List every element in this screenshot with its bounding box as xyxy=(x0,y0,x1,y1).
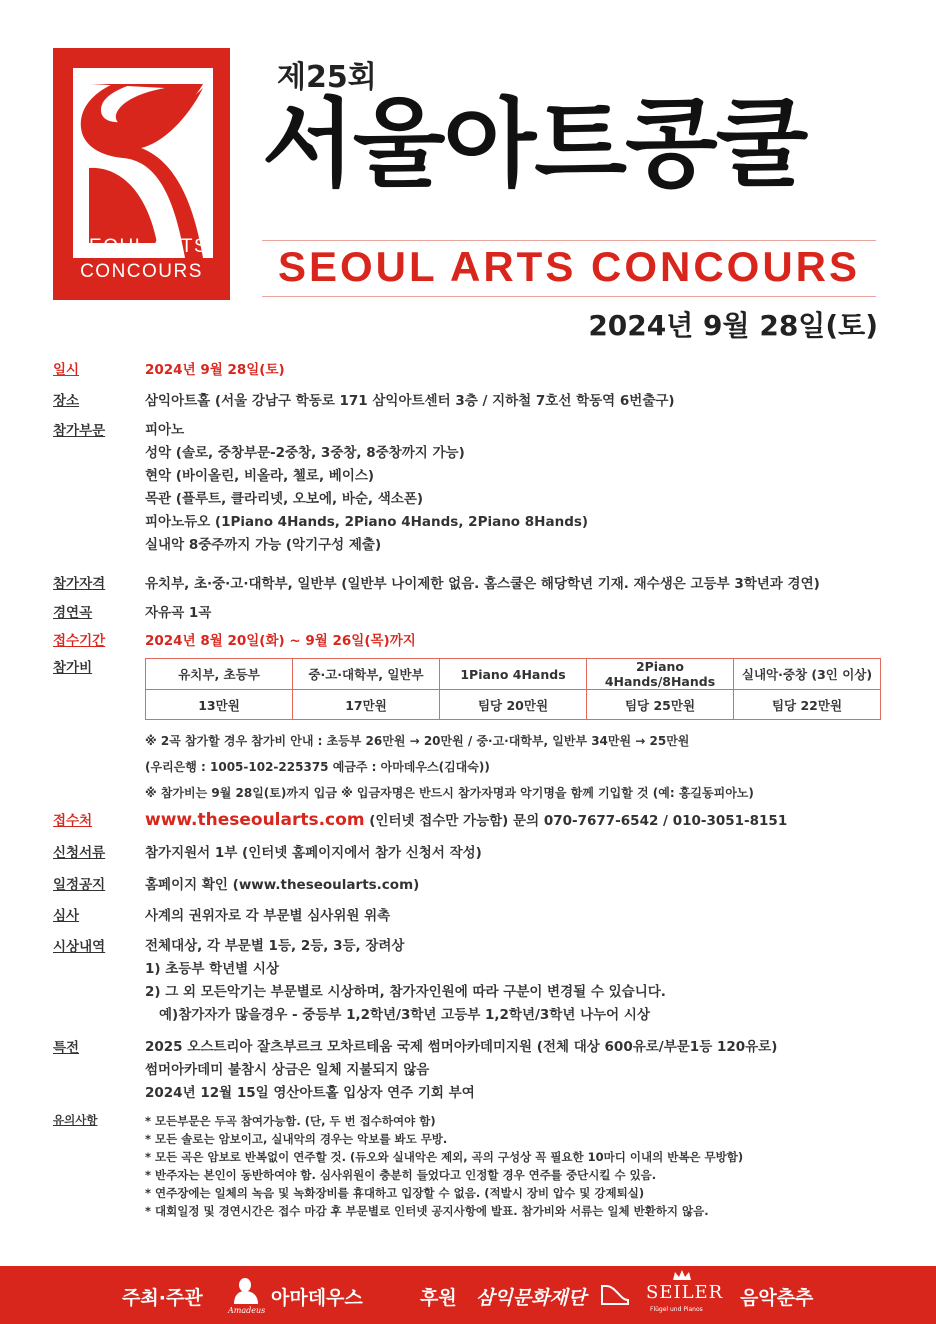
fee-header-cell: 실내악·중창 (3인 이상) xyxy=(734,659,881,690)
subtitle-en: SEOUL ARTS CONCOURS xyxy=(277,243,861,290)
note-line: * 모든 솔로는 암보이고, 실내악의 경우는 악보를 봐도 무방. xyxy=(145,1132,448,1146)
label-repertoire: 경연곡 xyxy=(53,605,93,621)
value-eligibility: 유치부, 초·중·고·대학부, 일반부 (일반부 나이제한 없음. 홈스쿨은 해당학년 기재. 재수생은 고등부 3학년과 경연) xyxy=(145,576,820,592)
fee-header-row xyxy=(146,659,881,690)
fee-header-cell: 1Piano 4Hands xyxy=(440,659,587,690)
label-divisions: 참가부문 xyxy=(53,423,106,439)
benefit-line: 썸머아카데미 불참시 상금은 일체 지불되지 않음 xyxy=(145,1062,430,1078)
benefit-line: 2025 오스트리아 잘츠부르크 모차르테움 국제 썸머아카데미지원 (전체 대상 600유로/부문1등 120유로) xyxy=(145,1039,778,1055)
fee-payment-note: ※ 참가비는 9월 28일(토)까지 입금 ※ 입금자명은 반드시 참가자명과 악기명을 함께 기입할 것 (예: 홍길동피아노) xyxy=(145,786,754,800)
award-line: 2) 그 외 모든악기는 부문별로 시상하며, 참가자인원에 따라 구분이 변경될 수 있습니다. xyxy=(145,984,666,1000)
note-line: * 연주장에는 일체의 녹음 및 녹화장비를 휴대하고 입장할 수 없음. (적발시 장비 압수 및 강제퇴실) xyxy=(145,1186,645,1200)
fee-note-two-pieces: ※ 2곡 참가할 경우 참가비 안내 : 초등부 26만원 → 20만원 / 중·고·대학부, 일반부 34만원 → 25만원 xyxy=(145,734,690,748)
fee-table xyxy=(145,658,881,720)
event-date: 2024년 9월 28일(토) xyxy=(588,309,878,342)
award-line: 1) 초등부 학년별 시상 xyxy=(145,961,279,977)
apply-contact: (인터넷 접수만 가능함) 문의 070-7677-6542 / 010-3051-8151 xyxy=(369,813,788,829)
sponsor-seiler-sub: Flügel und Pianos xyxy=(650,1306,703,1313)
division-item: 현악 (바이올린, 비올라, 첼로, 베이스) xyxy=(145,468,375,484)
label-period: 접수기간 xyxy=(53,633,106,649)
host-name: 아마데우스 xyxy=(271,1287,363,1309)
fee-value-cell: 13만원 xyxy=(146,690,293,720)
division-item: 성악 (솔로, 중창부문-2중창, 3중창, 8중창까지 가능) xyxy=(145,445,465,461)
division-item: 실내악 8중주까지 가능 (악기구성 제출) xyxy=(145,537,382,553)
amadeus-bust-icon xyxy=(230,1276,264,1306)
label-date: 일시 xyxy=(53,362,80,378)
value-notes xyxy=(145,1112,893,1220)
fee-header-cell: 2Piano 4Hands/8Hands xyxy=(587,659,734,690)
value-venue: 삼익아트홀 (서울 강남구 학동로 171 삼익아트센터 3층 / 지하철 7호선 학동역 6번출구) xyxy=(145,393,675,409)
row-notes xyxy=(53,1112,893,1220)
row-docs xyxy=(53,841,893,873)
fee-header-cell: 유치부, 초등부 xyxy=(146,659,293,690)
award-line: 예)참가자가 많을경우 - 중등부 1,2학년/3학년 고등부 1,2학년/3학년 나누어 시상 xyxy=(159,1007,650,1023)
benefit-line: 2024년 12월 15일 영산아트홀 입상자 연주 기회 부여 xyxy=(145,1085,475,1101)
row-venue xyxy=(53,389,893,419)
label-awards: 시상내역 xyxy=(53,939,106,955)
fee-value-cell: 17만원 xyxy=(293,690,440,720)
value-date: 2024년 9월 28일(토) xyxy=(145,362,285,378)
value-docs: 참가지원서 1부 (인터넷 홈페이지에서 참가 신청서 작성) xyxy=(145,845,482,861)
row-eligibility xyxy=(53,572,893,601)
sponsor-samick: 삼익문화재단 xyxy=(476,1287,587,1309)
value-judging: 사계의 권위자로 각 부문별 심사위원 위촉 xyxy=(145,908,391,924)
logo-line2: CONCOURS xyxy=(80,261,203,282)
seoul-arts-logo xyxy=(53,48,230,300)
row-awards xyxy=(53,935,893,1036)
row-repertoire xyxy=(53,601,893,629)
label-apply: 접수처 xyxy=(53,813,93,829)
fee-header-cell: 중·고·대학부, 일반부 xyxy=(293,659,440,690)
label-venue: 장소 xyxy=(53,393,80,409)
row-divisions xyxy=(53,419,893,572)
note-line: * 모든부문은 두곡 참여가능함. (단, 두 번 접수하여야 함) xyxy=(145,1114,436,1128)
division-item: 목관 (플루트, 클라리넷, 오보에, 바순, 색소폰) xyxy=(145,491,424,507)
label-eligibility: 참가자격 xyxy=(53,576,106,592)
label-notes: 유의사항 xyxy=(53,1113,98,1127)
website-link[interactable]: www.theseoularts.com xyxy=(145,810,365,830)
note-line: * 대회일정 및 경연시간은 접수 마감 후 부문별로 인터넷 공지사항에 발표. 참가비와 서류는 일체 반환하지 않음. xyxy=(145,1204,709,1218)
row-date xyxy=(53,358,893,389)
sponsor-seiler: SEILER xyxy=(646,1282,724,1303)
label-docs: 신청서류 xyxy=(53,845,106,861)
title-rule-bottom xyxy=(262,296,876,297)
label-judging: 심사 xyxy=(53,908,80,924)
fee-value-cell: 팀당 22만원 xyxy=(734,690,881,720)
row-schedule xyxy=(53,873,893,904)
row-apply xyxy=(53,809,893,841)
label-fee: 참가비 xyxy=(53,660,93,676)
value-repertoire: 자유곡 1곡 xyxy=(145,605,212,621)
sponsor-music: 음악춘추 xyxy=(740,1287,814,1309)
page-title: 서울아트콩쿨 xyxy=(262,88,807,200)
division-item: 피아노듀오 (1Piano 4Hands, 2Piano 4Hands, 2Piano 8Hands) xyxy=(145,514,589,530)
fee-bank-info: (우리은행 : 1005-102-225375 예금주 : 아마데우스(김대숙)) xyxy=(145,760,490,774)
crown-icon xyxy=(671,1269,693,1281)
division-item: 피아노 xyxy=(145,422,185,438)
host-label: 주최·주관 xyxy=(122,1287,203,1309)
footer-bar xyxy=(0,1266,936,1324)
value-divisions xyxy=(145,419,893,572)
value-awards xyxy=(145,935,893,1036)
amadeus-script: Amadeus xyxy=(228,1306,266,1315)
row-benefits xyxy=(53,1036,893,1112)
title-rule-top xyxy=(262,240,876,241)
edition-label: 제25회 xyxy=(277,60,377,95)
fee-value-cell: 팀당 20만원 xyxy=(440,690,587,720)
sponsor-label: 후원 xyxy=(420,1287,457,1309)
row-period xyxy=(53,629,893,656)
note-line: * 반주자는 본인이 동반하여야 함. 심사위원이 충분히 들었다고 인정할 경우 연주를 중단시킬 수 있음. xyxy=(145,1168,657,1182)
label-benefits: 특전 xyxy=(53,1040,80,1056)
row-fee xyxy=(53,656,893,809)
award-line: 전체대상, 각 부문별 1등, 2등, 3등, 장려상 xyxy=(145,938,405,954)
fee-value-cell: 팀당 25만원 xyxy=(587,690,734,720)
info-section xyxy=(53,358,893,1220)
value-fee xyxy=(145,656,893,809)
label-schedule: 일정공지 xyxy=(53,877,106,893)
logo-line1: SEOUL ARTS xyxy=(74,236,209,257)
value-period: 2024년 8월 20일(화) ~ 9월 26일(목)까지 xyxy=(145,633,416,649)
fee-value-row xyxy=(146,690,881,720)
value-schedule: 홈페이지 확인 (www.theseoularts.com) xyxy=(145,877,420,893)
value-apply xyxy=(145,809,893,830)
piano-icon xyxy=(600,1282,630,1308)
note-line: * 모든 곡은 암보로 반복없이 연주할 것. (듀오와 실내악은 제외, 곡의 구성상 꼭 필요한 10마디 이내의 반복은 무방함) xyxy=(145,1150,744,1164)
value-benefits xyxy=(145,1036,893,1112)
row-judging xyxy=(53,904,893,935)
